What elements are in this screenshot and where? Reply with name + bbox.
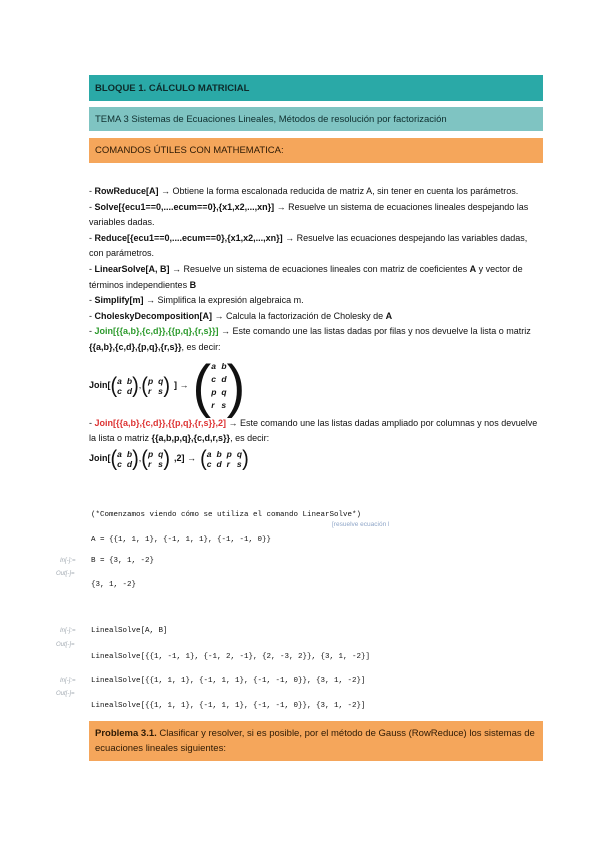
join-columns-item: - Join[{{a,b},{c,d}},{{p,q},{r,s}},2] → Este comando une las listas dadas ampliado por columnas y nos devuelve la lista o matriz {{a,b,p,q},{c,d,r,s}}, es decir: <box>89 417 538 444</box>
out-label: Out[-]= <box>56 691 75 697</box>
topic-title-bar <box>89 107 543 131</box>
input-cell-b[interactable]: B = {3, 1, -2} <box>91 557 155 565</box>
matrix: ( p q r s ) <box>141 373 171 398</box>
command-item: - Simplify[m] → Simplifica la expresión algebraica m. <box>89 295 304 306</box>
commands-list <box>89 184 543 471</box>
command-item: - RowReduce[A] → Obtiene la forma escalonada reducida de matriz A, sin tener en cuenta los parámetros. <box>89 186 519 196</box>
block-title-bar <box>89 75 543 101</box>
join-rows-item: - Join[{{a,b},{c,d}},{{p,q},{r,s}}] → Este comando une las listas dadas por filas y nos devuelve la lista o matriz {{a,b},{c,d},{p,q},{r,s}}, es decir: <box>89 326 531 352</box>
problem-label: Problema 3.1. <box>95 728 157 739</box>
in-label: In[-]:= <box>60 678 76 684</box>
output-cell-linealsolve-2: LinealSolve[{{1, 1, 1}, {-1, 1, 1}, {-1, -1, 0}}, {3, 1, -2}] <box>91 702 366 710</box>
out-label: Out[-]= <box>56 642 75 648</box>
in-label: In[-]:= <box>60 628 76 634</box>
input-cell-linealsolve-2[interactable]: LinealSolve[{{1, 1, 1}, {-1, 1, 1}, {-1, -1, 0}}, {3, 1, -2}] <box>91 677 366 685</box>
matrix: ( p q r s ) <box>141 446 171 471</box>
input-cell-a[interactable]: A = {{1, 1, 1}, {-1, 1, 1}, {-1, -1, 0}} <box>91 536 272 544</box>
commands-title-bar <box>89 138 543 163</box>
command-item: - LinearSolve[A, B] → Resuelve un sistema de ecuaciones lineales con matriz de coeficientes A y vector de términos independientes B <box>89 263 523 290</box>
problem-box <box>89 721 543 761</box>
out-label: Out[-]= <box>56 571 75 577</box>
output-cell-linealsolve: LinealSolve[{{1, -1, 1}, {-1, 2, -1}, {2, -3, 2}}, {3, 1, -2}] <box>91 653 371 661</box>
in-label: In[-]:= <box>60 558 76 564</box>
command-item: - Solve[{ecu1==0,....ecum==0},{x1,x2,...,xn}] → Resuelve un sistema de ecuaciones lineales despejando las variables dadas. <box>89 201 529 228</box>
matrix: ( a b c d ) <box>110 446 139 471</box>
problem-text: Clasificar y resolver, si es posible, por el método de Gauss (RowReduce) los sistemas de ecuaciones lineales siguientes: <box>95 728 535 754</box>
input-cell-linealsolve[interactable]: LinealSolve[A, B] <box>91 627 168 635</box>
join-columns-example: Join[ ( a b c d ) , ( p q r s ) ,2] → ( a b p q c d r s ) <box>89 446 249 471</box>
output-cell-b: {3, 1, -2} <box>91 581 137 589</box>
code-comment: (*Comenzamos viendo cómo se utiliza el comando LinearSolve*) <box>91 511 362 519</box>
function-tooltip: [resuelve ecuación l <box>332 521 390 528</box>
matrix: ( a b c d ) <box>110 373 139 398</box>
matrix-result: ( a b p q c d r s ) <box>200 446 249 471</box>
block-title: BLOQUE 1. CÁLCULO MATRICIAL <box>95 82 250 94</box>
matrix-result: ( a b c d p q r s ) <box>192 351 246 419</box>
join-rows-example: Join[ ( a b c d ) , ( p q r s ) ] → ( a b c d p q r s ) <box>89 351 246 419</box>
command-item: - CholeskyDecomposition[A] → Calcula la factorización de Cholesky de A <box>89 310 393 321</box>
topic-title: TEMA 3 Sistemas de Ecuaciones Lineales, Métodos de resolución por factorización <box>95 113 447 125</box>
commands-title: COMANDOS ÚTILES CON MATHEMATICA: <box>95 145 284 156</box>
command-item: - Reduce[{ecu1==0,....ecum==0},{x1,x2,...,xn}] → Resuelve las ecuaciones despejando las variables dadas, con parámetros. <box>89 232 528 259</box>
